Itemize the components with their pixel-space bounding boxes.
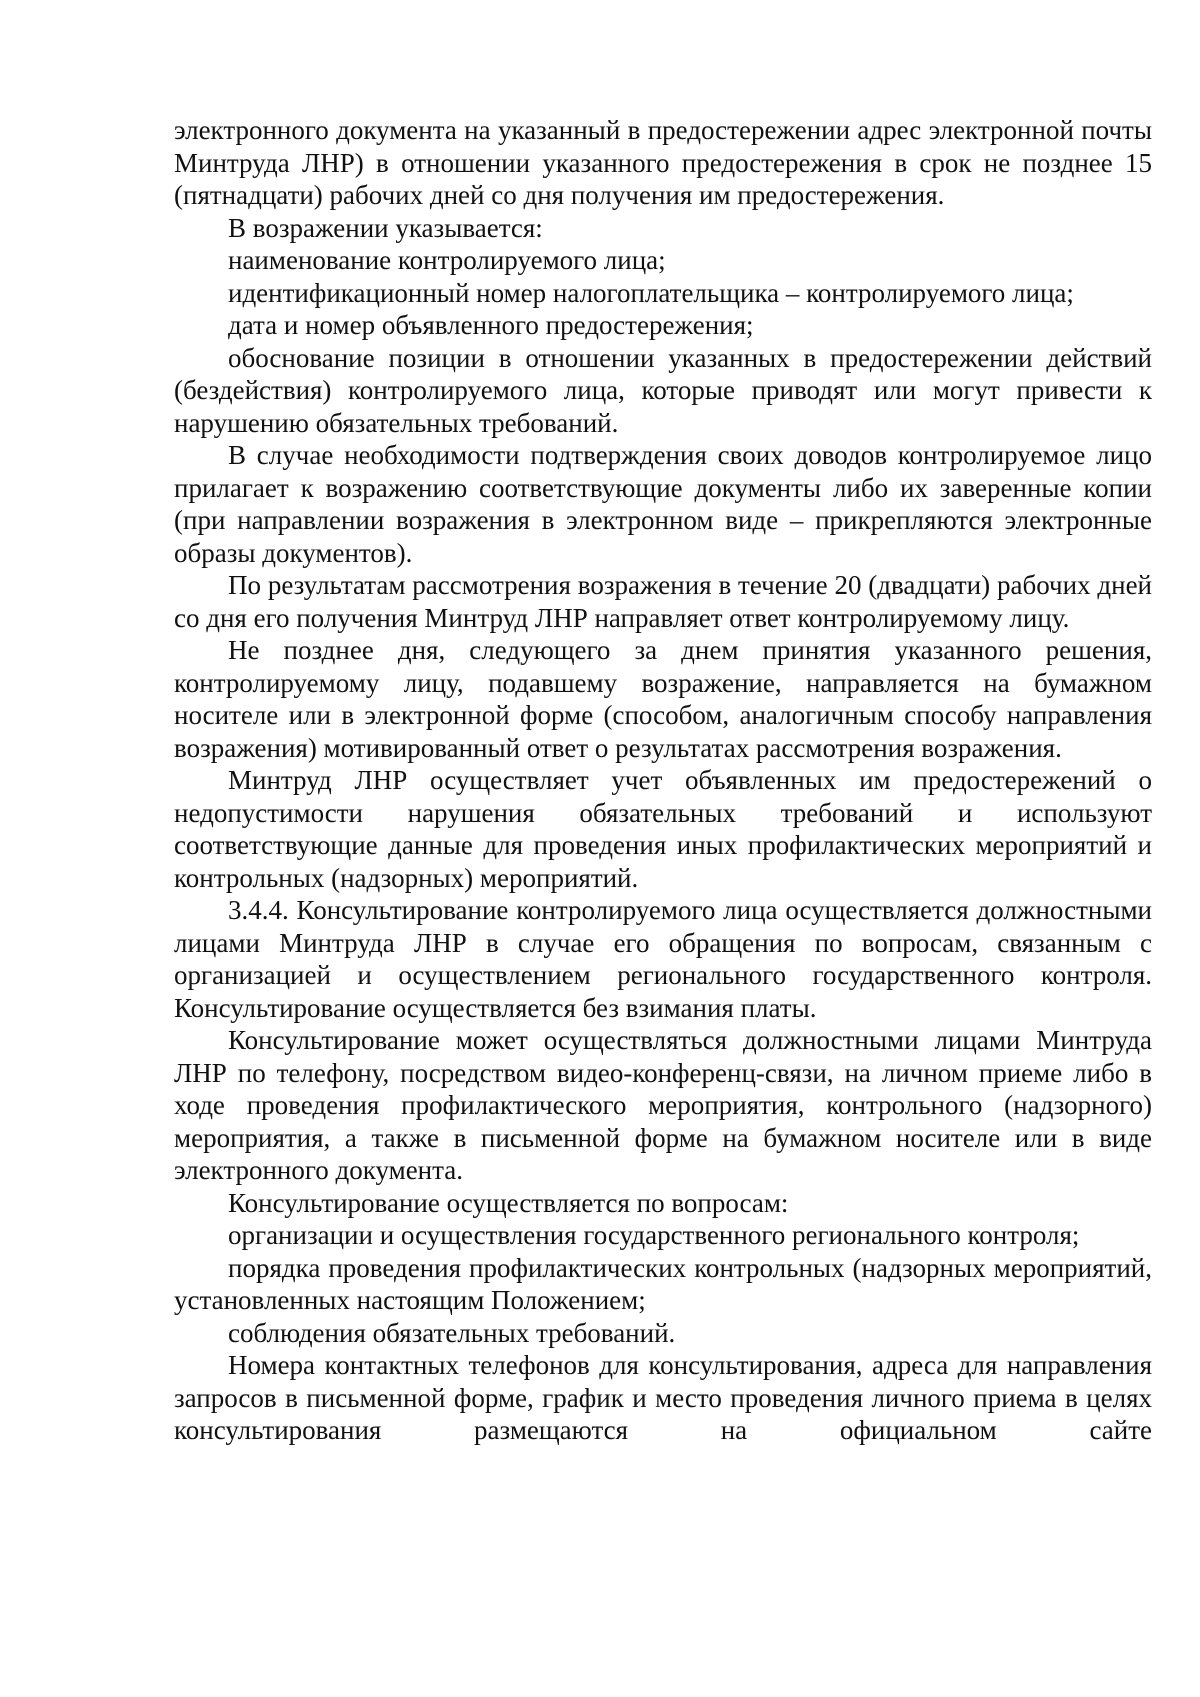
- paragraph-17: Номера контактных телефонов для консультирования, адреса для направления запросов в письменной форме, график и место проведения личного приема в целях консультирования размещаются на официальном сайте: [174, 1350, 1152, 1445]
- paragraph-3: наименование контролируемого лица;: [228, 245, 666, 275]
- paragraph-16: соблюдения обязательных требований.: [228, 1317, 676, 1348]
- paragraph-13: Консультирование осуществляется по вопросам:: [228, 1187, 789, 1218]
- paragraph-1: электронного документа на указанный в предостережении адрес электронной почты Минтруда ЛНР) в отношении указанного предостережения в срок не позднее 15 (пятнадцати) рабочих дней со дня получения им предостережения.: [174, 115, 1152, 210]
- paragraph-14: организации и осуществления государственного регионального контроля;: [228, 1220, 1080, 1250]
- paragraph-12: Консультирование может осуществляться должностными лицами Минтруда ЛНР по телефону, посредством видео-конференц-связи, на личном приеме либо в ходе проведения профилактического мероприятия, контрольного (надзорного) мероприятия, а также в письменной форме на бумажном носителе или в виде электронного документа.: [174, 1025, 1152, 1185]
- paragraph-5: дата и номер объявленного предостережения;: [228, 310, 754, 340]
- document-body: [174, 114, 1152, 1447]
- paragraph-15: порядка проведения профилактических контрольных (надзорных мероприятий, установленных настоящим Положением;: [174, 1252, 1152, 1315]
- paragraph-4: идентификационный номер налогоплательщика – контролируемого лица;: [228, 277, 1074, 308]
- paragraph-10: Минтруд ЛНР осуществляет учет объявленных им предостережений о недопустимости нарушения обязательных требований и используют соответствующие данные для проведения иных профилактических мероприятий и контрольных (надзорных) мероприятий.: [174, 765, 1152, 893]
- paragraph-7: В случае необходимости подтверждения своих доводов контролируемое лицо прилагает к возражению соответствующие документы либо их заверенные копии (при направлении возражения в электронном виде – прикрепляются электронные образы документов).: [174, 440, 1152, 568]
- paragraph-6: обоснование позиции в отношении указанных в предостережении действий (бездействия) контролируемого лица, которые приводят или могут привести к нарушению обязательных требований.: [174, 342, 1152, 438]
- paragraph-11: 3.4.4. Консультирование контролируемого лица осуществляется должностными лицами Минтруда ЛНР в случае его обращения по вопросам, связанным с организацией и осуществлением регионального государственного контроля. Консультирование осуществляется без взимания платы.: [174, 895, 1152, 1023]
- paragraph-8: По результатам рассмотрения возражения в течение 20 (двадцати) рабочих дней со дня его получения Минтруд ЛНР направляет ответ контролируемому лицу.: [174, 570, 1152, 633]
- paragraph-2: В возражении указывается:: [228, 212, 543, 243]
- paragraph-9: Не позднее дня, следующего за днем принятия указанного решения, контролируемому лицу, подавшему возражение, направляется на бумажном носителе или в электронной форме (способом, аналогичным способу направления возражения) мотивированный ответ о результатах рассмотрения возражения.: [174, 635, 1152, 763]
